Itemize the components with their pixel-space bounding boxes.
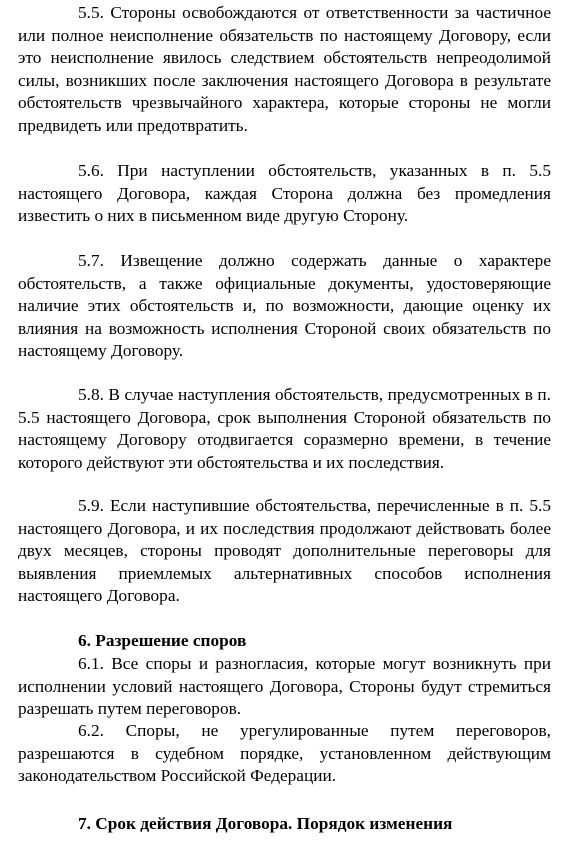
clause-6-1: 6.1. Все споры и разногласия, которые могут возникнуть при исполнении условий настоящего Договора, Стороны будут стремиться разрешать путем переговоров.: [18, 654, 551, 718]
clause-5-5: 5.5. Стороны освобождаются от ответственности за частичное или полное неисполнение обязательств по настоящему Договору, если это неисполнение явилось следствием обстоятельств непреодолимой силы, возникших после заключения настоящего Договора в результате обстоятельств чрезвычайного характера, которые стороны не могли предвидеть или предотвратить.: [18, 3, 551, 135]
clause-6-2: 6.2. Споры, не урегулированные путем переговоров, разрешаются в судебном порядке, установленном действующим законодательством Российской Федерации.: [18, 721, 551, 785]
clause-5-6: 5.6. При наступлении обстоятельств, указанных в п. 5.5 настоящего Договора, каждая Сторона должна без промедления известить о них в письменном виде другую Сторону.: [18, 161, 551, 225]
clause-5-9: 5.9. Если наступившие обстоятельства, перечисленные в п. 5.5 настоящего Договора, и их последствия продолжают действовать более двух месяцев, стороны проводят дополнительные переговоры для выявления приемлемых альтернативных способов исполнения настоящего Договора.: [18, 496, 551, 605]
section-6-heading: 6. Разрешение споров: [78, 631, 247, 650]
clause-5-8: 5.8. В случае наступления обстоятельств, предусмотренных в п. 5.5 настоящего Договора, срок выполнения Стороной обязательств по настоящему Договору отодвигается соразмерно времени, в течение которого действуют эти обстоятельства и их последствия.: [18, 385, 551, 472]
clause-5-7: 5.7. Извещение должно содержать данные о характере обстоятельств, а также официальные документы, удостоверяющие наличие этих обстоятельств и, по возможности, дающие оценку их влияния на возможность исполнения Стороной своих обязательств по настоящему Договору.: [18, 251, 551, 360]
section-7-heading: 7. Срок действия Договора. Порядок изменения: [78, 814, 453, 833]
